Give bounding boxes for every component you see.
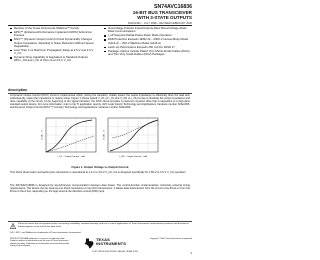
vol-curve (46, 120, 92, 152)
feature-item: EPIC™ (Enhanced-Performance Implanted CMOS) Submicron Process (10, 31, 94, 38)
brand-line-2: INSTRUMENTS (96, 241, 126, 247)
subtitle-line-2: WITH 3-STATE OUTPUTS (137, 15, 192, 21)
description-paragraph-1: A Dynamic Output Control (DOC) circuit is implemented which, during the transition, initially lowers the output impedance to effectively drive the load and, subsequently, raises the impedance to reduce noise. Figure 1 shows typical V_OL vs I_OL and V_OH vs I_OH curves to illustrate the output impedance and drive capability of the circuit. At the beginning of the signal transition, the DOC circuit provides a maximum dynamic drive that is equivalent to a high-drive standard-output device. For more information, refer to the TI application reports, AVC Logic Family Technology and Applications, literature number SCEA006, and Dynamic Output Control (DOC™) Circuitry Technology and Applications, literature number SCEA009. (10, 94, 190, 110)
feature-item: DOC™ (Dynamic Output Control) Circuit Dynamically Changes Output Impedance, Resulting in Noise Reduction Without Speed Degradation (10, 38, 94, 48)
document-reference: SCES146C – JULY 1998 – REVISED FEBRUARY 2000 (127, 21, 192, 25)
part-number: SN74AVC16836 (154, 4, 192, 10)
trademark-notice: DOC, EPIC, and Widebus are trademarks of Texas Instruments Incorporated. (10, 232, 81, 234)
subtitle-line-1: 16-BIT BUS TRANSCEIVER (132, 10, 192, 15)
feature-list-left (10, 27, 94, 63)
description-paragraph-2: This 16-bit (dual octal) noninverting bus transceiver is operational at 1.2-V to 3.6-V V_CC, but is designed specifically for 1.65-V to 3.6-V V_CC operation. (10, 171, 187, 174)
left-chart (42, 118, 97, 158)
page-number: 1 (190, 251, 192, 255)
right-chart-ylabel: V_OH – V (103, 130, 106, 140)
voh-curve-2 (112, 120, 158, 138)
figure-1-output-curves (40, 116, 164, 162)
warning-icon (10, 223, 16, 229)
figure-caption: Figure 1. Output Voltage vs Output Current (71, 165, 129, 169)
left-chart-ylabel: V_OL – V (41, 130, 44, 140)
feature-list-right (104, 27, 192, 57)
texas-state-icon (84, 238, 94, 249)
left-chart-xlabel: I_OL – Output Current – mA (57, 156, 85, 158)
copyright-notice: Copyright © 2000, Texas Instruments Incorporated (149, 238, 192, 240)
brand-line-1: TEXAS (96, 237, 110, 242)
voh-curve (110, 120, 158, 151)
company-address: POST OFFICE BOX 655303 • DALLAS, TEXAS 75265 (92, 251, 138, 253)
feature-item: Latch-Up Performance Exceeds 250 mA Per JESD 17 (104, 46, 192, 49)
feature-item: I_off Supports Partial-Power-Down Mode Operation (104, 34, 192, 37)
description-paragraph-3: The SN74AVC16836 is designed for asynchronous communication between data buses. The control-function implementation minimizes external timing requirements. The device can be used as one 16-bit transceiver or two 8-bit transceivers. It allows data transmission from the A bus to the B bus or from the B bus to the A bus, depending on the logic level at the direction-control (DIR) input. (10, 184, 190, 194)
feature-item: Member of the Texas Instruments Widebus™ Family (10, 27, 94, 30)
ti-logo (84, 236, 128, 252)
important-notice (10, 223, 190, 228)
page-header (72, 4, 192, 25)
feature-item: Package Options Include Plastic Thin Shrink Small-Outline (DGG) and Thin Very Small-Outline (DGV) Packages (104, 50, 192, 57)
right-chart (104, 118, 159, 158)
feature-item: ESD Protection Exceeds JESD 22 – 2000-V Human-Body Model (A114-A) – 200-V Machine Model (A115-A) (104, 38, 192, 45)
feature-item: Less Than 2-ns Maximum Propagation Delay at 2.5-V and 3.3-V V_CC (10, 49, 94, 56)
brand-name (96, 238, 126, 247)
vol-curve-2 (46, 136, 94, 152)
feature-item: Overvoltage-Tolerant Inputs/Outputs Allow Mixed-Voltage-Mode Data Communications (104, 27, 192, 34)
notice-text: Please be aware that an important notice concerning availability, standard warranty, and use in critical applications of Texas Instruments semiconductor products and disclaimers thereto appears at the end of this data sheet. (18, 223, 189, 228)
right-chart-xlabel: I_OH – Output Current – mA (119, 156, 147, 158)
production-data-notice: PRODUCTION DATA information is current as of publication date. Products conform to specifications per the terms of Texas Instruments standard warranty. Production processing does not necessarily include testing of all parameters. (10, 238, 70, 247)
section-title-description: description (8, 88, 28, 92)
feature-item: Dynamic Drive Capability Is Equivalent to Standard Outputs With I_OH and I_OL of ±24 mA at 2.5-V V_CC (10, 56, 94, 63)
